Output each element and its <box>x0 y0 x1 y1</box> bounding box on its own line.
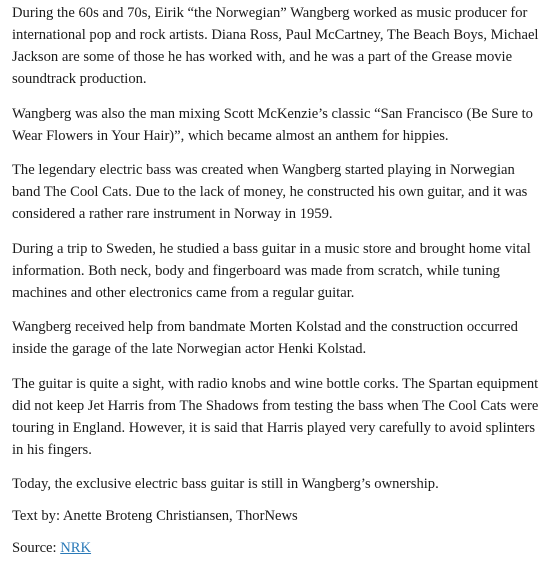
paragraph-producer-career: During the 60s and 70s, Eirik “the Norwegian” Wangberg worked as music producer for international pop and rock artists. Diana Ross, Paul McCartney, The Beach Boys, Michael Jackson are some of those he has worked with, and he was a part of the Grease movie soundtrack production. <box>12 5 539 87</box>
author-credit: Text by: Anette Broteng Christiansen, ThorNews <box>12 508 298 524</box>
article-body <box>12 2 540 569</box>
paragraph-ownership: Today, the exclusive electric bass guitar is still in Wangberg’s ownership. <box>12 476 439 492</box>
paragraph-construction: Wangberg received help from bandmate Morten Kolstad and the construction occurred inside the garage of the late Norwegian actor Henki Kolstad. <box>12 319 518 357</box>
source-line <box>12 537 540 559</box>
paragraph-jet-harris: The guitar is quite a sight, with radio knobs and wine bottle corks. The Spartan equipment did not keep Jet Harris from The Shadows from testing the bass when The Cool Cats were touring in England. However, it is said that Harris played very carefully to avoid splinters in his fingers. <box>12 375 539 458</box>
paragraph-sweden-trip: During a trip to Sweden, he studied a bass guitar in a music store and brought home vital information. Both neck, body and fingerboard was made from scratch, while tuning machines and other electronics came from a regular guitar. <box>12 240 531 301</box>
source-link-nrk[interactable]: NRK <box>60 540 92 556</box>
paragraph-san-francisco: Wangberg was also the man mixing Scott McKenzie’s classic “San Francisco (Be Sure to Wear Flowers in Your Hair)”, which became almost an anthem for hippies. <box>12 105 533 144</box>
paragraph-bass-origin: The legendary electric bass was created when Wangberg started playing in Norwegian band The Cool Cats. Due to the lack of money, he constructed his own guitar, and it was considered a rather rare instrument in Norway in 1959. <box>12 162 528 222</box>
source-label: Source: <box>12 540 61 556</box>
